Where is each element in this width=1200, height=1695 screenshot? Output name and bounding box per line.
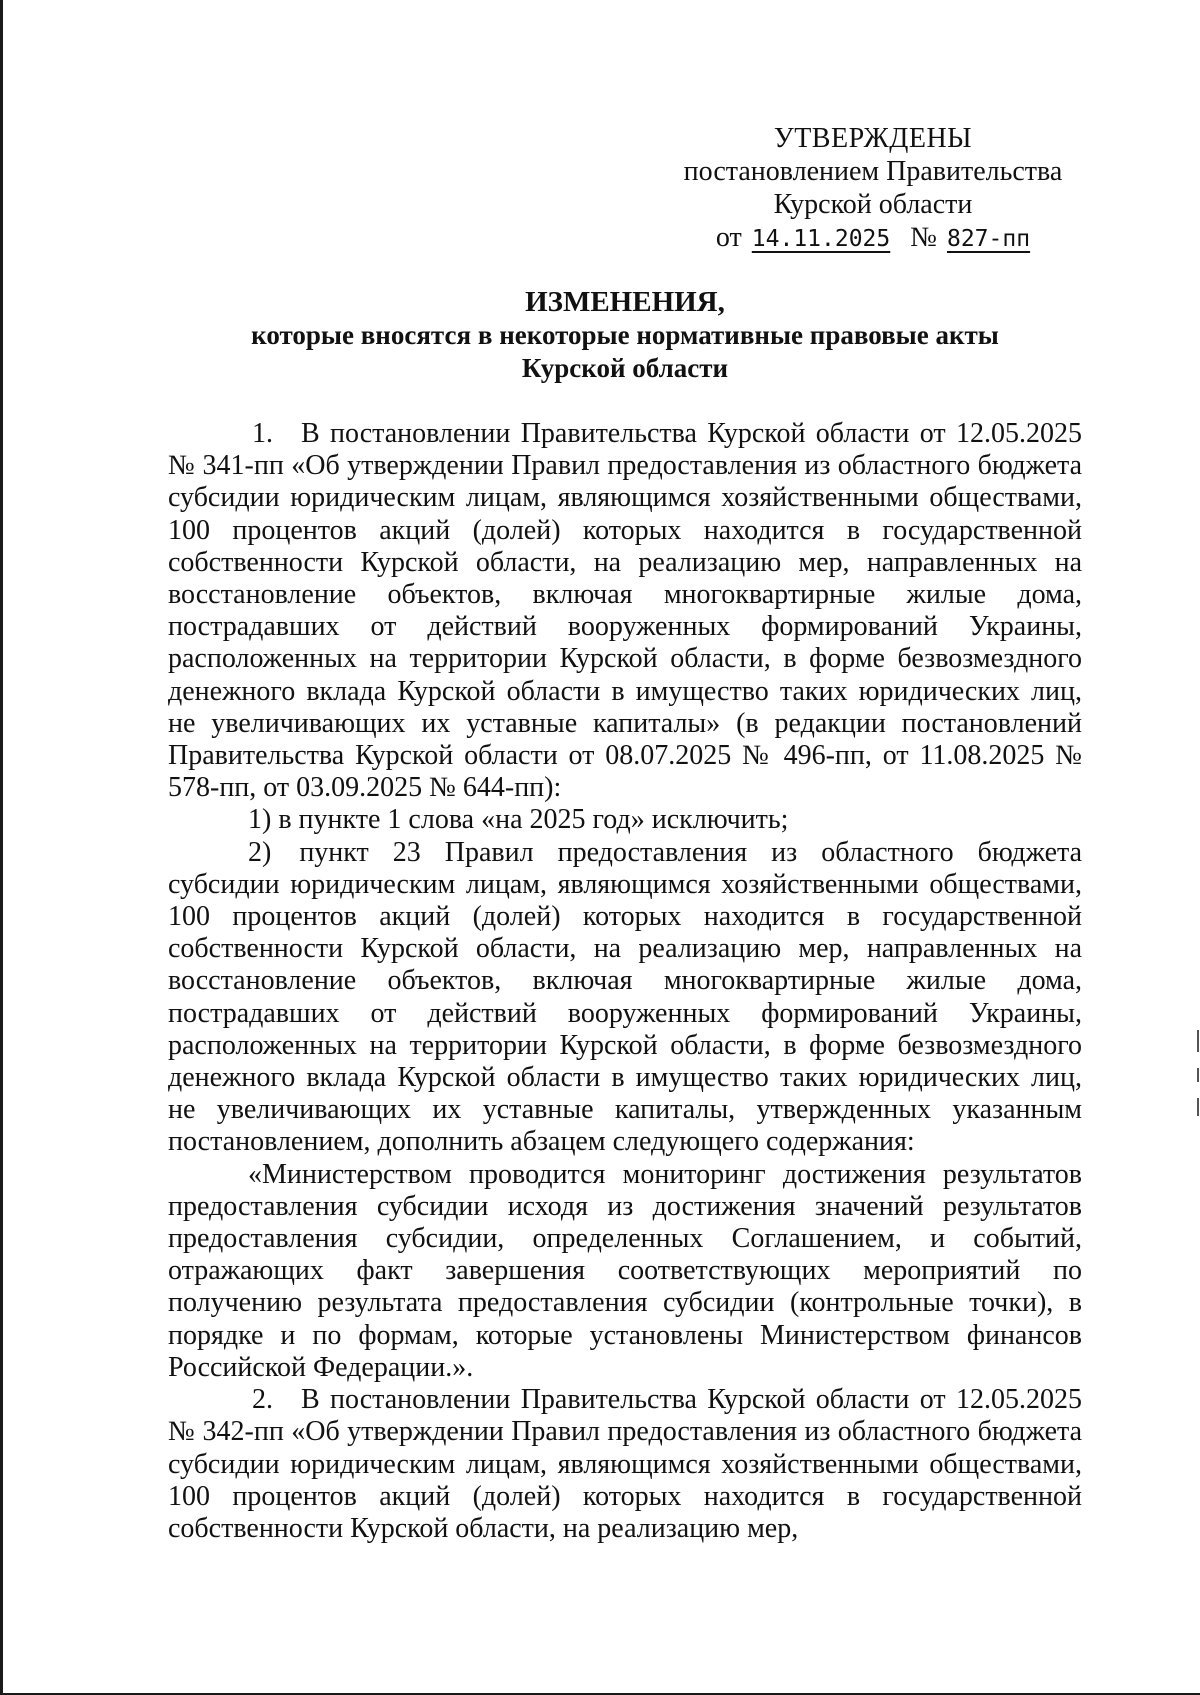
approval-block [678, 122, 1068, 256]
title-subtitle-1: которые вносятся в некоторые нормативные правовые акты [251, 320, 999, 350]
scan-mark [1197, 1098, 1199, 1116]
paragraph-2: 2. В постановлении Правительства Курской области от 12.05.2025 № 342-пп «Об утверждении Правил предоставления из областного бюджета субсидии юридическим лицам, являющимся хозяйственными обществами, 100 процентов акций (долей) которых находится в государственной собственности Курской области, на реализацию мер, [168, 1384, 1082, 1544]
approval-number: 827-пп [946, 226, 1031, 252]
scan-border-left [0, 0, 3, 1695]
title-subtitle-2: Курской области [521, 353, 729, 383]
approval-heading: УТВЕРЖДЕНЫ [773, 123, 973, 154]
scan-mark [1197, 1030, 1199, 1052]
approval-line-1: постановлением Правительства [683, 156, 1063, 187]
date-prefix: от [715, 222, 742, 253]
document-title [170, 286, 1080, 385]
paragraph-quote: «Министерством проводится мониторинг достижения результатов предоставления субсидии исходя из достижения значений результатов предоставления субсидии, определенных Соглашением, и событий, отражающих факт завершения соответствующих мероприятий по получению результата предоставления субсидии (контрольные точки), в порядке и по формам, которые установлены Министерством финансов Российской Федерации.». [168, 1158, 1082, 1383]
approval-date: 14.11.2025 [751, 226, 891, 252]
document-body [168, 418, 1082, 1545]
approval-date-line [678, 221, 1068, 256]
scan-mark [1197, 1068, 1199, 1082]
title-main: ИЗМЕНЕНИЯ, [525, 286, 725, 318]
paragraph-1-item-1: 1) в пункте 1 слова «на 2025 год» исключить; [248, 804, 789, 836]
paragraph-1: 1. В постановлении Правительства Курской области от 12.05.2025 № 341-пп «Об утверждении Правил предоставления из областного бюджета субсидии юридическим лицам, являющимся хозяйственными обществами, 100 процентов акций (долей) которых находится в государственной собственности Курской области, на реализацию мер, направленных на восстановление объектов, включая многоквартирные жилые дома, пострадавших от действий вооруженных формирований Украины, расположенных на территории Курской области, в форме безвозмездного денежного вклада Курской области в имущество таких юридических лиц, не увеличивающих их уставные капиталы» (в редакции постановлений Правительства Курской области от 08.07.2025 № 496-пп, от 11.08.2025 № 578-пп, от 03.09.2025 № 644-пп): [168, 418, 1082, 804]
number-prefix: № [910, 222, 937, 253]
approval-line-2: Курской области [773, 189, 973, 220]
paragraph-1-item-2: 2) пункт 23 Правил предоставления из областного бюджета субсидии юридическим лицам, являющимся хозяйственными обществами, 100 процентов акций (долей) которых находится в государственной собственности Курской области, на реализацию мер, направленных на восстановление объектов, включая многоквартирные жилые дома, пострадавших от действий вооруженных формирований Украины, расположенных на территории Курской области, в форме безвозмездного денежного вклада Курской области в имущество таких юридических лиц, не увеличивающих их уставные капиталы, утвержденных указанным постановлением, дополнить абзацем следующего содержания: [168, 836, 1082, 1158]
